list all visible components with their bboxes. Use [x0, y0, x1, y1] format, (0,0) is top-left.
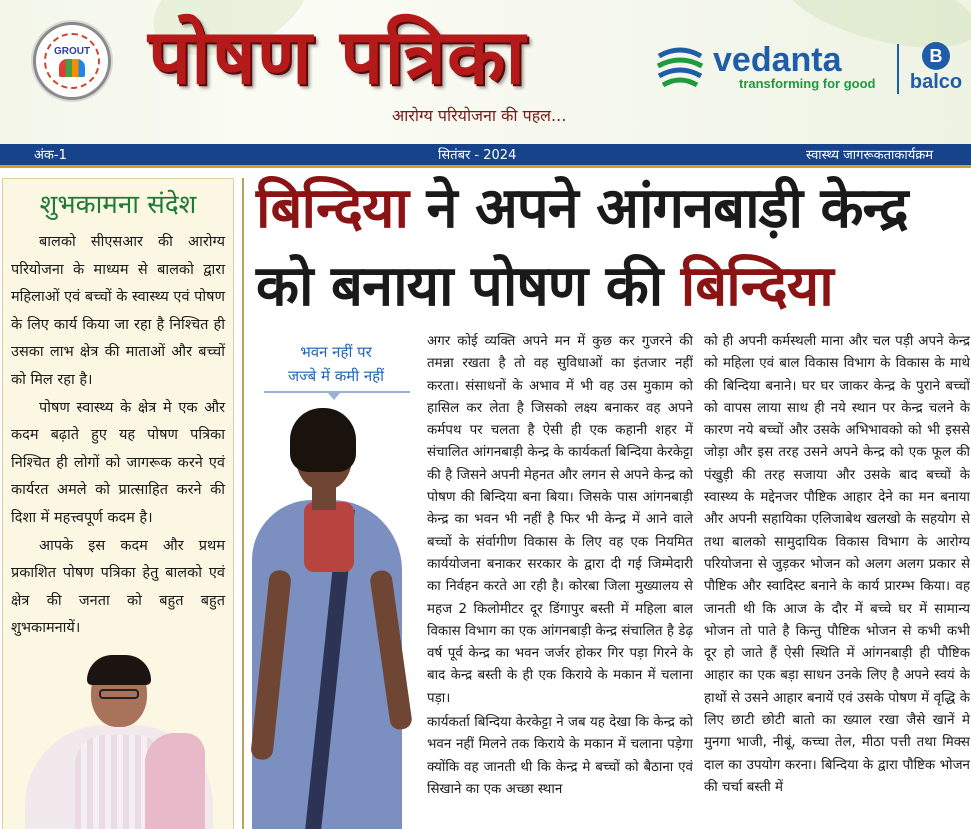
headline-accent: बिन्दिया	[256, 176, 409, 241]
greetings-sidebar	[2, 178, 234, 829]
series-label: स्वास्थ्य जागरूकताकार्यक्रम	[806, 148, 933, 163]
portrait-hair	[290, 408, 356, 472]
vedanta-logo	[655, 42, 893, 97]
pull-quote-line: भवन नहीं पर	[300, 343, 372, 361]
issue-number: अंक-1	[34, 148, 67, 163]
info-bar	[0, 144, 971, 168]
logo-divider	[897, 44, 899, 94]
headline-line-1	[256, 170, 970, 248]
grout-logo-emblem	[44, 33, 100, 89]
article-headline	[256, 170, 970, 332]
children-figures-icon	[59, 59, 85, 77]
article-paragraph: अगर कोई व्यक्ति अपने मन में कुछ कर गुजरने की तमन्ना रखता है तो वह सुविधाओं का इंतजार नहीं करता। संसाधनों के अभाव में भी वह उस मुकाम को हासिल कर लेता है जिसको लक्ष्य बनाकर वह अपने कर्मपथ पर चलता है ऐसी ही एक कहानी शहर में संचालित आंगनबाड़ी केन्द्र के कार्यकर्ता बिन्दिया केरकेट्टा की है जिसने अपनी मेहनत और लगन से अपने केन्द्र को पोषण की बिन्दिया बना बिया। जिसके पास आंगनबाड़ी केन्द्र का भवन भी नहीं है फिर भी केन्द्र में आने वाले बच्चों के संर्वागीण विकास के लिए वह एक नियमित कार्ययोजना बनाकर सरकार के द्वारा दी गई जिम्मेदारी का निर्वहन करते आ रही है। कोरबा जिला मुख्यालय से महज 2 किलोमीटर दूर डिंगापुर बस्ती में महिला बाल विकास विभाग का एक आंगनबाड़ी केन्द्र संचालित है डेढ़ वर्ष पूर्व केन्द्र का भवन जर्जर होकर गिर पड़ा गिरने के बाद केन्द्र बस्ती के ही एक किराये के मकान में चलाना पड़ा।	[427, 334, 693, 706]
vedanta-wordmark: vedanta	[713, 41, 842, 79]
vedanta-tagline: transforming for good	[739, 76, 876, 91]
pull-quote-line: जज्बे में कमी नहीं	[287, 367, 385, 385]
article-paragraph: को ही अपनी कर्मस्थली माना और चल पड़ी अपने केन्द्र को महिला एवं बाल विकास विभाग के विकास के माथे की बिन्दिया बनाने। घर घर जाकर केन्द्र के पुराने बच्चों को वापस लाया साथ ही नये स्थान पर केन्द्र चलने के कारण नये बच्चों और उसके अभिभावको को भी इससे जोड़ा और इस तरह उसने अपने केन्द्र को एक फूल की पंखुड़ी की तरह सजाया और उसके बाद बच्चों के स्वास्थ्य के मद्देनजर पौष्टिक आहार देने का मन बनाया और अपनी सहायिका एलिजाबेथ खलखो के सहयोग से तथा बालको सामुदायिक विकास विभाग के आरोग्य परियोजना से जुड़कर भोजन को अलग अलग प्रकार से पौष्टिक और स्वादिस्ट बनाने के कार्य प्रारम्भ किया। वह जानती थी कि आज के दौर में बच्चे घर में सामान्य भोजन तो पाते है किन्तु पौष्टिक भोजन से कभी कभी दूर हो जाते हैं ऐसी स्थिति में आंगनबाड़ी ही पौष्टिक आहार का एक बड़ा साधन उनके लिए है अपने स्वयं के हाथों से उसने आहार बनायें एवं उसके पोषण में वृद्धि के लिए छाटी छोटी बातो का ख्याल रखा जैसे खानें मे मुनगा भाजी, नीबूं, कच्चा तेल, मीठा पत्ती तथा मिक्स दाल का उपयोग करना। बिन्दिया के द्वारा पौष्टिक भोजन की चर्चा बस्ती में	[704, 334, 970, 795]
article-column-1	[427, 331, 693, 829]
sidebar-paragraph: पोषण स्वास्थ्य के क्षेत्र मे एक और कदम बढ़ाते हुए यह पोषण पत्रिका निश्चित ही लोगों को जागरूक करने एवं कार्यरत अमले को प्रात्साहित करने की दिशा में महत्त्वपूर्ण कदम है।	[11, 399, 225, 526]
newsletter-tagline: आरोग्य परियोजना की पहल...	[392, 106, 567, 125]
official-photo	[15, 655, 223, 829]
sidebar-title: शुभकामना संदेश	[39, 190, 197, 220]
grout-logo	[33, 22, 111, 100]
photo-shawl-accent	[145, 733, 205, 829]
balco-wordmark: balco	[909, 71, 963, 93]
portrait-blouse	[304, 502, 354, 572]
balco-logo	[903, 42, 969, 96]
grout-logo-text: GROUT	[53, 45, 91, 57]
vedanta-wave-icon	[655, 42, 705, 92]
article-column-2	[704, 331, 970, 829]
pull-quote-caret-icon	[327, 392, 341, 400]
photo-glasses	[99, 689, 139, 699]
sidebar-paragraph: बालको सीएसआर की आरोग्य परियोजना के माध्यम से बालको द्वारा महिलाओं एवं बच्चों के स्वास्थ्य एवं पोषण के लिए कार्य किया जा रहा है निश्चित ही उसका लाभ क्षेत्र की माताओं और बच्चों को मिल रहा है।	[11, 234, 225, 388]
headline-accent: बिन्दिया	[680, 254, 833, 319]
headline-text: को बनाया पोषण की	[256, 254, 681, 319]
newsletter-title: पोषण पत्रिका	[148, 12, 527, 101]
pull-quote	[264, 340, 408, 390]
issue-date: सितंबर - 2024	[438, 148, 517, 163]
headline-line-2	[256, 248, 970, 326]
headline-text: ने अपने आंगनबाड़ी केन्द्र	[408, 176, 908, 241]
balco-mark-icon: B	[922, 42, 950, 70]
article-paragraph: कार्यकर्ता बिन्दिया केरकेट्टा ने जब यह देखा कि केन्द्र को भवन नहीं मिलने तक किराये के मकान में चलाना पड़ेगा क्योंकि वह जानती थी कि केन्द्र मे बच्चों को बैठाना एवं सिखाने का एक अच्छा स्थान	[427, 715, 693, 797]
sidebar-paragraph: आपके इस कदम और प्रथम प्रकाशित पोषण पत्रिका हेतु बालको एवं क्षेत्र की जनता को बहुत बहुत शुभकामनायें।	[11, 537, 225, 637]
photo-hair	[87, 655, 151, 685]
masthead	[0, 0, 971, 144]
worker-portrait	[244, 400, 422, 829]
